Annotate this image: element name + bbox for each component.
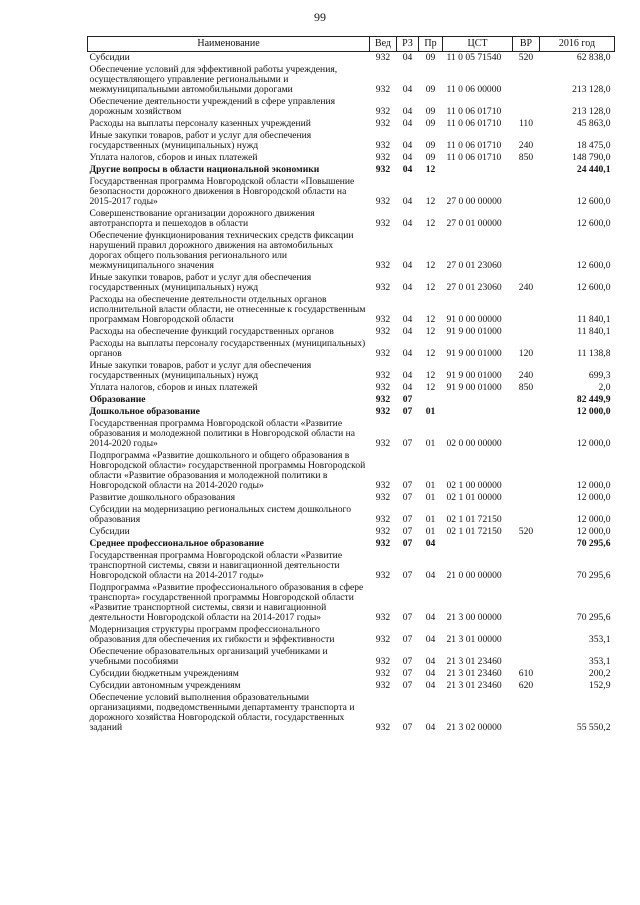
row-pr: 12 [425, 314, 436, 325]
row-cst: 11 0 06 01710 [446, 118, 502, 129]
row-cst: 21 3 00 00000 [446, 612, 502, 623]
table-row [88, 118, 615, 130]
row-ved: 932 [375, 164, 391, 175]
row-cst: 91 9 00 01000 [446, 370, 502, 381]
row-sum: 12 000,0 [576, 514, 611, 525]
row-vr [513, 450, 540, 492]
row-cst: 27 0 01 23060 [446, 282, 502, 293]
row-cst: 02 0 00 00000 [446, 438, 502, 449]
row-rz: 04 [402, 382, 413, 393]
row-ved: 932 [375, 106, 391, 117]
row-cst: 11 0 06 01710 [446, 106, 502, 117]
row-name: Расходы на выплаты персоналу казенных учреждений [89, 118, 311, 129]
row-sum: 24 440,1 [576, 164, 611, 175]
row-name: Государственная программа Новгородской области «Повышение безопасности дорожного движения в Новгородской области на 2015-2017 годы» [89, 176, 355, 207]
row-name: Среднее профессиональное образование [89, 538, 264, 549]
row-ved: 932 [375, 480, 391, 491]
row-sum: 45 863,0 [576, 118, 611, 129]
row-cst [443, 394, 513, 406]
row-ved: 932 [375, 382, 391, 393]
table-row [88, 230, 615, 272]
row-pr: 04 [425, 538, 436, 549]
row-ved: 932 [375, 348, 391, 359]
table-row [88, 272, 615, 294]
table-row [88, 130, 615, 152]
row-rz: 04 [402, 140, 413, 151]
row-rz: 07 [402, 612, 413, 623]
row-name: Иные закупки товаров, работ и услуг для обеспечения государственных (муниципальных) нужд [89, 360, 312, 381]
row-pr: 12 [425, 370, 436, 381]
row-pr: 04 [425, 634, 436, 645]
table-row [88, 526, 615, 538]
row-pr: 12 [425, 348, 436, 359]
row-sum: 12 600,0 [576, 218, 611, 229]
row-ved: 932 [375, 492, 391, 503]
row-cst [443, 538, 513, 550]
row-rz: 04 [402, 314, 413, 325]
row-rz: 07 [402, 394, 413, 405]
header-year: 2016 год [540, 37, 615, 52]
row-sum: 200,2 [588, 668, 611, 679]
header-ved: Вед [370, 37, 397, 52]
row-name: Уплата налогов, сборов и иных платежей [89, 152, 258, 163]
row-ved: 932 [375, 370, 391, 381]
row-sum: 18 475,0 [576, 140, 611, 151]
header-cst: ЦСТ [443, 37, 513, 52]
row-rz: 07 [402, 514, 413, 525]
row-ved: 932 [375, 84, 391, 95]
row-cst: 91 0 00 00000 [446, 314, 502, 325]
row-pr: 01 [425, 514, 436, 525]
row-rz: 07 [402, 538, 413, 549]
row-vr [513, 406, 540, 418]
table-row [88, 492, 615, 504]
row-ved: 932 [375, 260, 391, 271]
row-name: Иные закупки товаров, работ и услуг для обеспечения государственных (муниципальных) нужд [89, 130, 312, 151]
row-vr [513, 646, 540, 668]
table-row [88, 338, 615, 360]
row-cst: 27 0 00 00000 [446, 196, 502, 207]
row-vr [513, 326, 540, 338]
row-rz: 07 [402, 480, 413, 491]
row-ved: 932 [375, 218, 391, 229]
row-ved: 932 [375, 314, 391, 325]
table-row [88, 326, 615, 338]
header-pr: Пр [419, 37, 443, 52]
table-row [88, 208, 615, 230]
row-ved: 932 [375, 538, 391, 549]
row-rz: 04 [402, 260, 413, 271]
row-ved: 932 [375, 394, 391, 405]
row-rz: 07 [402, 438, 413, 449]
row-sum: 12 000,0 [576, 526, 611, 537]
row-vr: 520 [518, 52, 534, 63]
row-ved: 932 [375, 406, 391, 417]
row-vr [513, 550, 540, 582]
row-vr [513, 582, 540, 624]
row-vr: 240 [518, 370, 534, 381]
row-pr: 12 [425, 196, 436, 207]
table-row [88, 96, 615, 118]
row-cst: 11 0 06 01710 [446, 152, 502, 163]
row-vr [513, 624, 540, 646]
row-vr [513, 692, 540, 734]
row-sum: 148 790,0 [572, 152, 611, 163]
row-sum: 62 838,0 [576, 52, 611, 63]
row-name: Обеспечение функционирования технических средств фиксации нарушений правил дорожного движения на автомобильных дорогах общего пользования регионального или межмуниципального значения [89, 230, 354, 271]
row-rz: 07 [402, 492, 413, 503]
row-rz: 04 [402, 152, 413, 163]
table-row [88, 504, 615, 526]
row-pr: 04 [425, 570, 436, 581]
row-pr: 04 [425, 722, 436, 733]
row-ved: 932 [375, 118, 391, 129]
row-name: Субсидии [89, 52, 130, 63]
row-vr [513, 418, 540, 450]
table-body [88, 52, 615, 735]
row-rz: 07 [402, 722, 413, 733]
row-pr: 12 [425, 260, 436, 271]
row-vr: 520 [518, 526, 534, 537]
row-vr [513, 208, 540, 230]
table-row [88, 152, 615, 164]
row-pr: 04 [425, 668, 436, 679]
row-vr [513, 176, 540, 208]
row-ved: 932 [375, 52, 391, 63]
row-pr: 09 [425, 140, 436, 151]
row-sum: 70 295,6 [576, 570, 611, 581]
row-sum: 699,3 [588, 370, 611, 381]
row-rz: 07 [402, 406, 413, 417]
row-name: Субсидии на модернизацию региональных систем дошкольного образования [89, 504, 352, 525]
row-name: Иные закупки товаров, работ и услуг для обеспечения государственных (муниципальных) нужд [89, 272, 312, 293]
row-cst [443, 164, 513, 176]
table-row [88, 538, 615, 550]
row-cst: 02 1 00 00000 [446, 480, 502, 491]
row-cst: 21 3 01 00000 [446, 634, 502, 645]
row-pr: 04 [425, 680, 436, 691]
row-sum: 11 840,1 [577, 326, 611, 337]
header-rz: РЗ [397, 37, 419, 52]
row-pr: 04 [425, 656, 436, 667]
row-pr: 09 [425, 84, 436, 95]
row-name: Государственная программа Новгородской области «Развитие транспортной системы, связи и навигационной деятельности Новгородской области на 2014-2017 годы» [89, 550, 343, 581]
table-row [88, 418, 615, 450]
row-sum: 12 000,0 [576, 492, 611, 503]
row-cst: 11 0 06 01710 [446, 140, 502, 151]
row-pr: 12 [425, 218, 436, 229]
row-ved: 932 [375, 634, 391, 645]
table-row [88, 624, 615, 646]
row-sum: 353,1 [588, 656, 611, 667]
row-rz: 07 [402, 634, 413, 645]
budget-table [87, 36, 615, 734]
row-sum: 12 000,0 [576, 438, 611, 449]
row-cst: 02 1 01 00000 [446, 492, 502, 503]
row-cst: 27 0 01 00000 [446, 218, 502, 229]
row-cst: 21 0 00 00000 [446, 570, 502, 581]
table-row [88, 394, 615, 406]
row-ved: 932 [375, 140, 391, 151]
row-ved: 932 [375, 514, 391, 525]
row-name: Обеспечение условий для эффективной работы учреждения, осуществляющего управление региональными и межмуниципальными автомобильными дорогами [89, 64, 338, 95]
row-sum: 12 600,0 [576, 282, 611, 293]
row-cst: 91 9 00 01000 [446, 348, 502, 359]
row-name: Совершенствование организации дорожного движения автотранспорта и пешеходов в области [89, 208, 315, 229]
row-rz: 04 [402, 326, 413, 337]
table-row [88, 550, 615, 582]
row-ved: 932 [375, 438, 391, 449]
row-name: Расходы на обеспечение деятельности отдельных органов исполнительной власти области, не отнесенные к государственным программам Новгородской области [89, 294, 366, 325]
row-cst: 91 9 00 01000 [446, 382, 502, 393]
row-cst: 02 1 01 72150 [446, 514, 502, 525]
header-vr: ВР [513, 37, 540, 52]
row-cst: 91 9 00 01000 [446, 326, 502, 337]
table-row [88, 164, 615, 176]
row-pr: 04 [425, 612, 436, 623]
row-cst: 21 3 01 23460 [446, 656, 502, 667]
row-sum: 213 128,0 [572, 84, 611, 95]
row-pr: 12 [425, 164, 436, 175]
row-sum: 2,0 [598, 382, 611, 393]
row-cst: 21 3 02 00000 [446, 722, 502, 733]
row-ved: 932 [375, 326, 391, 337]
row-name: Развитие дошкольного образования [89, 492, 236, 503]
row-rz: 07 [402, 668, 413, 679]
row-ved: 932 [375, 282, 391, 293]
row-rz: 04 [402, 196, 413, 207]
row-name: Модернизация структуры программ профессионального образования для обеспечения их гибкости и эффективности [89, 624, 335, 645]
row-rz: 04 [402, 370, 413, 381]
row-vr: 110 [518, 118, 534, 129]
row-name: Образование [89, 394, 146, 405]
row-name: Субсидии автономным учреждениям [89, 680, 241, 691]
header-name: Наименование [88, 37, 370, 52]
row-pr: 12 [425, 382, 436, 393]
row-sum: 353,1 [588, 634, 611, 645]
row-ved: 932 [375, 526, 391, 537]
row-ved: 932 [375, 656, 391, 667]
row-pr: 01 [425, 492, 436, 503]
row-rz: 07 [402, 656, 413, 667]
table-row [88, 176, 615, 208]
row-sum: 12 000,0 [576, 406, 611, 417]
row-name: Обеспечение деятельности учреждений в сфере управления дорожным хозяйством [89, 96, 336, 117]
row-ved: 932 [375, 196, 391, 207]
row-sum: 11 138,8 [577, 348, 611, 359]
row-pr: 12 [425, 282, 436, 293]
row-vr: 620 [518, 680, 534, 691]
row-rz: 04 [402, 218, 413, 229]
table-header-row [88, 37, 615, 52]
row-sum: 12 600,0 [576, 260, 611, 271]
row-name: Государственная программа Новгородской области «Развитие образования и молодежной политики в Новгородской области на 2014-2020 годы» [89, 418, 356, 449]
row-cst: 21 3 01 23460 [446, 680, 502, 691]
row-vr [513, 538, 540, 550]
row-vr: 240 [518, 282, 534, 293]
row-sum: 152,9 [588, 680, 611, 691]
row-vr [513, 164, 540, 176]
row-rz: 04 [402, 348, 413, 359]
table-row [88, 64, 615, 96]
row-vr [513, 64, 540, 96]
table-row [88, 582, 615, 624]
row-rz: 04 [402, 282, 413, 293]
row-vr: 610 [518, 668, 534, 679]
row-sum: 12 600,0 [576, 196, 611, 207]
row-cst: 02 1 01 72150 [446, 526, 502, 537]
table-row [88, 668, 615, 680]
row-cst: 11 0 06 00000 [446, 84, 502, 95]
row-ved: 932 [375, 668, 391, 679]
row-pr: 01 [425, 526, 436, 537]
row-sum: 11 840,1 [577, 314, 611, 325]
row-name: Обеспечение условий выполнения образовательными организациями, подведомственными департаменту транспорта и дорожного хозяйства Новгородской области, государственных заданий [89, 692, 355, 733]
page-number: 99 [314, 10, 326, 24]
row-pr [419, 394, 443, 406]
row-pr: 09 [425, 106, 436, 117]
row-ved: 932 [375, 570, 391, 581]
row-name: Уплата налогов, сборов и иных платежей [89, 382, 258, 393]
row-cst [443, 406, 513, 418]
row-pr: 01 [425, 406, 436, 417]
row-vr [513, 294, 540, 326]
row-sum: 12 000,0 [576, 480, 611, 491]
row-name: Субсидии [89, 526, 130, 537]
row-pr: 12 [425, 326, 436, 337]
row-pr: 09 [425, 52, 436, 63]
table-row [88, 692, 615, 734]
row-vr: 240 [518, 140, 534, 151]
row-rz: 04 [402, 84, 413, 95]
row-sum: 70 295,6 [576, 612, 611, 623]
table-row [88, 294, 615, 326]
row-ved: 932 [375, 152, 391, 163]
table-row [88, 646, 615, 668]
row-name: Субсидии бюджетным учреждениям [89, 668, 239, 679]
row-vr [513, 394, 540, 406]
row-name: Расходы на обеспечение функций государственных органов [89, 326, 334, 337]
row-ved: 932 [375, 680, 391, 691]
table-row [88, 680, 615, 692]
table-row [88, 360, 615, 382]
row-rz: 04 [402, 52, 413, 63]
row-rz: 04 [402, 106, 413, 117]
row-sum: 213 128,0 [572, 106, 611, 117]
table-row [88, 406, 615, 418]
row-vr [513, 230, 540, 272]
row-cst: 11 0 05 71540 [446, 52, 502, 63]
row-vr: 850 [518, 382, 534, 393]
row-rz: 07 [402, 526, 413, 537]
row-ved: 932 [375, 612, 391, 623]
row-name: Подпрограмма «Развитие дошкольного и общего образования в Новгородской области» государственной программы Новгородской области «Развитие образования и молодежной политики в Новгородской области на 2014-2020 годы» [89, 450, 366, 491]
row-pr: 09 [425, 152, 436, 163]
row-name: Расходы на выплаты персоналу государственных (муниципальных) органов [89, 338, 366, 359]
row-vr: 120 [518, 348, 534, 359]
row-vr: 850 [518, 152, 534, 163]
row-pr: 09 [425, 118, 436, 129]
row-name: Другие вопросы в области национальной экономики [89, 164, 320, 175]
table-row [88, 52, 615, 65]
row-name: Дошкольное образование [89, 406, 200, 417]
table-row [88, 382, 615, 394]
row-sum: 70 295,6 [576, 538, 611, 549]
row-sum: 55 550,2 [576, 722, 611, 733]
row-cst: 21 3 01 23460 [446, 668, 502, 679]
row-name: Подпрограмма «Развитие профессионального образования в сфере транспорта» государственной программы Новгородской области «Развитие транспортной системы, связи и навигационной деятельности Новгородской области на 2014-2017 годы» [89, 582, 364, 623]
row-vr [513, 492, 540, 504]
row-pr: 01 [425, 480, 436, 491]
row-cst: 27 0 01 23060 [446, 260, 502, 271]
row-rz: 04 [402, 118, 413, 129]
row-rz: 07 [402, 680, 413, 691]
row-sum: 82 449,9 [576, 394, 611, 405]
row-vr [513, 96, 540, 118]
row-vr [513, 504, 540, 526]
row-rz: 07 [402, 570, 413, 581]
row-name: Обеспечение образовательных организаций учебниками и учебными пособиями [89, 646, 328, 667]
row-ved: 932 [375, 722, 391, 733]
row-pr: 01 [425, 438, 436, 449]
row-rz: 04 [402, 164, 413, 175]
table-row [88, 450, 615, 492]
